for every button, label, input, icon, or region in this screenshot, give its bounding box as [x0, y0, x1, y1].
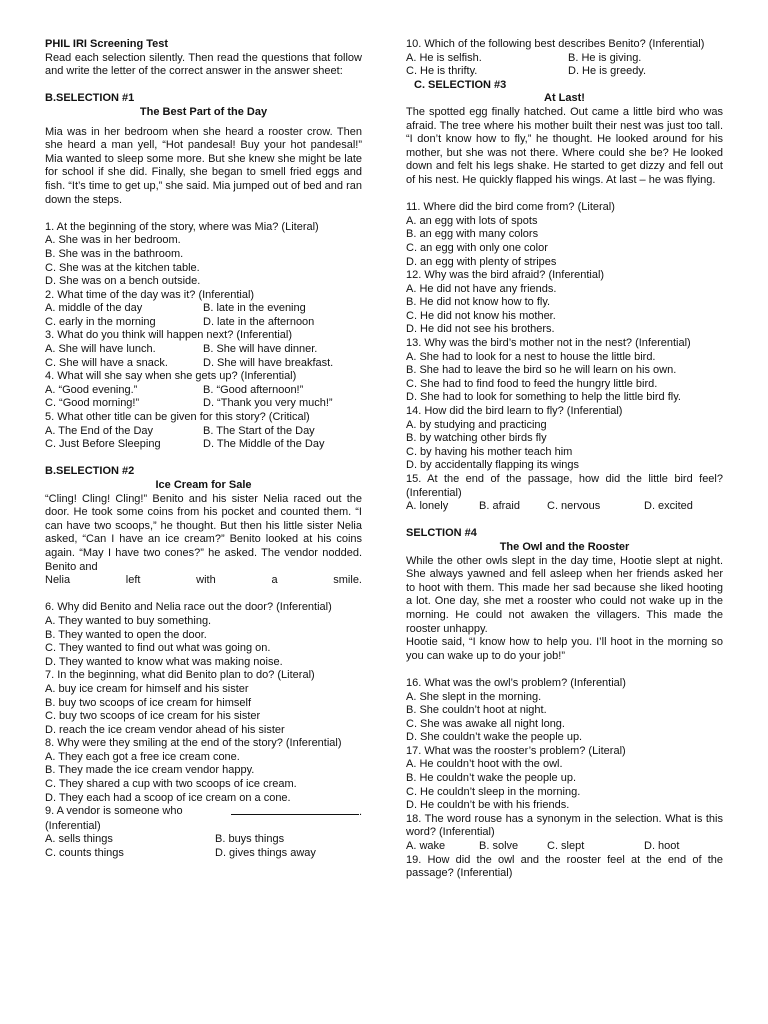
option: C. by having his mother teach him [406, 445, 573, 458]
option: A. They each got a free ice cream cone. [45, 750, 240, 763]
option: D. by accidentally flapping its wings [406, 459, 580, 472]
option: D. hoot [644, 840, 680, 853]
option: C. She was at the kitchen table. [45, 261, 200, 274]
option: A. sells things [45, 833, 113, 846]
option: C. counts things [45, 847, 124, 860]
option: B. by watching other birds fly [406, 432, 547, 445]
selection-1-title: The Best Part of the Day [139, 105, 268, 118]
option: D. They each had a scoop of ice cream on a cone. [45, 791, 291, 804]
option: B. afraid [479, 500, 520, 513]
option: B. buy two scoops of ice cream for himself [45, 696, 252, 709]
option: D. They wanted to know what was making noise. [45, 655, 283, 668]
option: B. solve [479, 840, 519, 853]
question-16: 16. What was the owl’s problem? (Inferential) [406, 676, 626, 689]
selection-4-title: The Owl and the Rooster [499, 540, 630, 553]
question-1: 1. At the beginning of the story, where was Mia? (Literal) [45, 220, 319, 233]
option: B. late in the evening [203, 302, 306, 315]
option: C. She will have a snack. [45, 356, 168, 369]
option: B. She will have dinner. [203, 343, 318, 356]
option: D. He is greedy. [568, 65, 647, 78]
question-6: 6. Why did Benito and Nelia race out the door? (Inferential) [45, 601, 332, 614]
option: B. He is giving. [568, 51, 642, 64]
question-13: 13. Why was the bird’s mother not in the nest? (Inferential) [406, 337, 691, 350]
option: B. She was in the bathroom. [45, 247, 184, 260]
option: B. buys things [215, 833, 285, 846]
question-4: 4. What will she say when she gets up? (Inferential) [45, 370, 297, 383]
question-7: 7. In the beginning, what did Benito plan to do? (Literal) [45, 669, 315, 682]
option: A. by studying and practicing [406, 418, 547, 431]
question-10: 10. Which of the following best describes Benito? (Inferential) [406, 38, 705, 50]
option: D. The Middle of the Day [203, 438, 325, 451]
option: D. She will have breakfast. [203, 356, 334, 369]
question-11: 11. Where did the bird come from? (Literal) [406, 201, 615, 214]
question-18: 18. The word rouse has a synonym in the selection. What is this word? (Inferential) [406, 812, 723, 839]
option: B. an egg with many colors [406, 228, 539, 241]
option: C. buy two scoops of ice cream for his sister [45, 710, 261, 723]
option: D. He did not see his brothers. [406, 323, 555, 336]
option: B. They made the ice cream vendor happy. [45, 764, 255, 777]
selection-2-label: B.SELECTION #2 [45, 465, 135, 478]
option: C. early in the morning [45, 315, 156, 328]
question-3: 3. What do you think will happen next? (Inferential) [45, 329, 293, 342]
question-15: 15. At the end of the passage, how did the little bird feel? (Inferential) [406, 473, 723, 499]
selection-3-label: C. SELECTION #3 [414, 78, 507, 91]
option: B. He couldn’t wake the people up. [406, 772, 577, 785]
selection-2-passage: “Cling! Cling! Cling!” Benito and his sister Nelia raced out the door. He took some coins from his pocket and counted them. “I can have two scoops,” he thought. But then his little sister Nelia asked, “Can I have an ice cream?” Benito looked at his coins again. “May I have two cones?” he asked. The vendor nodded. Benito and [45, 492, 362, 573]
option: B. “Good afternoon!” [203, 383, 304, 396]
option: C. He did not know his mother. [406, 309, 556, 322]
selection-4-label: SELCTION #4 [406, 527, 477, 540]
option: C. He is thrifty. [406, 65, 478, 78]
option: A. middle of the day [45, 302, 143, 315]
option: A. The End of the Day [45, 424, 154, 437]
selection-3-passage: The spotted egg finally hatched. Out came a little bird who was afraid. The tree where his mother built their nest was just too tall. “I don’t know how to fly,” he thought. He looked around for his mother, but she was not there. Where could she be? He looked down and felt his legs shake. He started to get dizzy and fell out of his nest. He quickly flapped his wings. At last – he was flying. [406, 105, 723, 186]
option: D. She was on a bench outside. [45, 275, 201, 288]
selection-4-passage-2: Hootie said, “I know how to help you. I’ll hoot in the morning so you can wake up to do your job!” [406, 636, 723, 662]
option: A. She had to look for a nest to house the little bird. [406, 350, 656, 363]
test-title: PHIL IRI Screening Test [45, 38, 169, 50]
option: A. buy ice cream for himself and his sister [45, 682, 249, 695]
option: B. They wanted to open the door. [45, 628, 207, 641]
option: A. He couldn’t hoot with the owl. [406, 758, 563, 771]
answer-blank [231, 805, 359, 815]
option: D. She couldn’t wake the people up. [406, 731, 583, 744]
option: D. “Thank you very much!” [203, 397, 333, 410]
option: D. reach the ice cream vendor ahead of his sister [45, 723, 285, 736]
selection-1-label: B.SELECTION #1 [45, 92, 135, 105]
selection-1-passage: Mia was in her bedroom when she heard a rooster crow. Then she heard a man yell, “Hot pandesal! Buy your hot pandesal!” Mia wanted to sleep some more. But she knew she might be late for school if she did. Finally, she began to smell fried eggs and fish. “It’s time to get up,” she said. Mia jumped out of bed and ran down the steps. [45, 125, 362, 206]
question-14: 14. How did the bird learn to fly? (Inferential) [406, 405, 623, 418]
question-9: 9. A vendor is someone who . [45, 805, 362, 819]
selection-3-title: At Last! [544, 92, 585, 105]
option: D. late in the afternoon [203, 315, 315, 328]
instructions: Read each selection silently. Then read the questions that follow and write the letter of the correct answer in the answer sheet: [45, 51, 362, 78]
option: D. She had to look for something to help the little bird fly. [406, 391, 681, 404]
question-8: 8. Why were they smiling at the end of the story? (Inferential) [45, 737, 342, 750]
option: A. an egg with lots of spots [406, 214, 538, 227]
question-17: 17. What was the rooster’s problem? (Literal) [406, 744, 626, 757]
option: C. They shared a cup with two scoops of ice cream. [45, 778, 297, 791]
right-column [406, 38, 723, 881]
selection-2-passage-last-line: Nelia left with a smile. [45, 574, 362, 587]
selection-4-passage: While the other owls slept in the day time, Hootie slept at night. She always yawned and fell asleep when her friends asked her to hoot with them. This made her sad because she liked hooting a lot. One day, she met a rooster who could not wake up in the morning. He could not awaken the villagers. This made the rooster unhappy. [406, 554, 723, 635]
option: A. He did not have any friends. [406, 282, 557, 295]
option: A. She slept in the morning. [406, 690, 542, 703]
option: D. He couldn’t be with his friends. [406, 799, 570, 812]
option: A. They wanted to buy something. [45, 614, 212, 627]
question-12: 12. Why was the bird afraid? (Inferential) [406, 269, 605, 282]
option: C. Just Before Sleeping [45, 438, 161, 451]
option: B. She couldn’t hoot at night. [406, 704, 547, 717]
option: D. gives things away [215, 847, 316, 860]
selection-2-title: Ice Cream for Sale [155, 479, 252, 491]
option: C. They wanted to find out what was going on. [45, 642, 271, 655]
question-9-type: (Inferential) [45, 819, 101, 832]
option: A. “Good evening.” [45, 383, 138, 396]
question-19: 19. How did the owl and the rooster feel at the end of the passage? (Inferential) [406, 853, 723, 880]
question-5: 5. What other title can be given for this story? (Critical) [45, 411, 310, 424]
option: C. nervous [547, 500, 601, 513]
option: A. He is selfish. [406, 51, 482, 64]
option: A. lonely [406, 500, 449, 513]
option: B. He did not know how to fly. [406, 296, 551, 309]
option: A. She will have lunch. [45, 343, 156, 356]
option: D. an egg with plenty of stripes [406, 255, 557, 268]
left-column [45, 38, 362, 861]
option: D. excited [644, 500, 693, 513]
option: A. She was in her bedroom. [45, 234, 181, 247]
option: C. She had to find food to feed the hungry little bird. [406, 377, 658, 390]
option: C. She was awake all night long. [406, 717, 565, 730]
option: A. wake [406, 840, 446, 853]
option: C. “Good morning!” [45, 397, 140, 410]
option: B. She had to leave the bird so he will learn on his own. [406, 364, 677, 377]
option: C. an egg with only one color [406, 241, 548, 254]
option: C. slept [547, 840, 585, 853]
option: C. He couldn’t sleep in the morning. [406, 785, 581, 798]
question-2: 2. What time of the day was it? (Inferential) [45, 288, 255, 301]
option: B. The Start of the Day [203, 424, 315, 437]
